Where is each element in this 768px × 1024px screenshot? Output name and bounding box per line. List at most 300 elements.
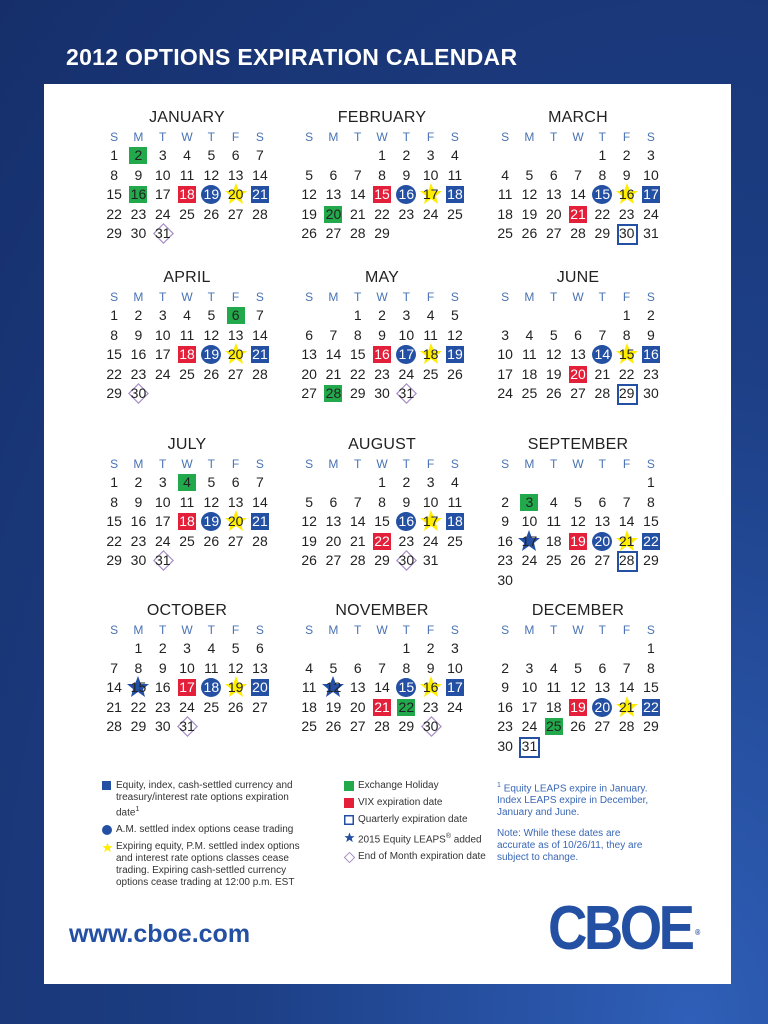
day-cell xyxy=(199,146,223,166)
day-number: 18 xyxy=(203,679,220,695)
day-number: 6 xyxy=(549,166,558,183)
day-number: 8 xyxy=(110,326,119,343)
day-cell xyxy=(542,205,566,225)
day-number: 20 xyxy=(594,698,611,715)
day-cell xyxy=(175,345,199,365)
days-grid xyxy=(297,639,467,759)
legend-am-settled xyxy=(102,824,307,836)
day-cell xyxy=(102,146,126,166)
day-cell xyxy=(199,639,223,659)
day-number: 5 xyxy=(574,659,582,676)
day-number: 27 xyxy=(325,552,342,568)
day-number: 6 xyxy=(574,326,582,343)
day-cell xyxy=(370,512,394,532)
day-cell xyxy=(615,659,639,679)
day-cell xyxy=(566,185,590,205)
day-number: 10 xyxy=(154,166,171,183)
day-number: 11 xyxy=(179,493,195,510)
day-cell xyxy=(542,345,566,365)
day-cell xyxy=(175,473,199,493)
day-number: 2 xyxy=(134,147,143,163)
month-name: JULY xyxy=(167,436,207,453)
day-cell xyxy=(199,205,223,225)
day-number: 16 xyxy=(130,186,147,202)
day-cell xyxy=(175,493,199,513)
day-number: 24 xyxy=(521,718,538,734)
legend-am-settled-text: A.M. settled index options cease trading xyxy=(116,824,294,836)
day-cell xyxy=(443,166,467,186)
day-cell xyxy=(151,306,175,326)
day-cell xyxy=(517,166,541,186)
day-number: 25 xyxy=(179,205,195,222)
day-number: 2 xyxy=(501,659,510,676)
day-number: 5 xyxy=(329,659,338,676)
day-cell xyxy=(566,659,590,679)
day-number: 30 xyxy=(154,718,171,734)
day-cell xyxy=(590,659,614,679)
day-cell xyxy=(493,345,517,365)
day-number: 30 xyxy=(374,385,390,401)
day-number: 7 xyxy=(353,166,362,183)
day-cell xyxy=(517,678,541,698)
day-cell xyxy=(615,717,639,737)
blue-square-icon xyxy=(102,781,111,790)
day-cell xyxy=(151,698,175,718)
day-cell xyxy=(126,185,150,205)
day-cell xyxy=(151,146,175,166)
day-number: 18 xyxy=(301,698,317,715)
day-cell xyxy=(175,365,199,385)
day-number: 23 xyxy=(130,365,147,382)
day-number: 10 xyxy=(521,513,538,529)
day-cell xyxy=(542,326,566,346)
day-cell xyxy=(394,493,418,513)
day-cell xyxy=(443,326,467,346)
weekday-label: S xyxy=(255,457,264,471)
weekday-label: S xyxy=(501,290,510,304)
day-cell xyxy=(175,306,199,326)
weekday-header xyxy=(493,128,663,146)
day-cell xyxy=(590,146,614,166)
weekday-label: W xyxy=(181,457,193,471)
day-cell xyxy=(199,512,223,532)
day-number: 23 xyxy=(422,698,439,715)
day-number: 4 xyxy=(549,493,558,510)
day-cell xyxy=(102,326,126,346)
day-number: 27 xyxy=(349,718,366,734)
day-number: 17 xyxy=(521,532,538,549)
day-cell xyxy=(394,678,418,698)
weekday-label: S xyxy=(501,623,510,637)
day-number: 18 xyxy=(447,186,463,202)
weekday-label: M xyxy=(524,457,535,471)
day-cell xyxy=(248,698,272,718)
day-number: 23 xyxy=(618,205,635,222)
day-number: 25 xyxy=(203,698,220,715)
day-cell xyxy=(419,365,443,385)
day-number: 1 xyxy=(622,307,631,323)
day-number: 28 xyxy=(252,205,268,222)
day-number: 2 xyxy=(134,474,143,490)
day-number: 22 xyxy=(374,532,390,549)
weekday-label: T xyxy=(402,457,410,471)
day-number: 22 xyxy=(106,532,122,549)
day-number: 21 xyxy=(252,513,268,529)
day-number: 11 xyxy=(301,679,317,695)
day-number: 20 xyxy=(545,205,562,222)
day-number: 5 xyxy=(549,326,558,343)
day-cell xyxy=(566,224,590,244)
day-number: 10 xyxy=(447,659,463,676)
day-cell xyxy=(321,532,345,552)
website-link[interactable]: www.cboe.com xyxy=(69,920,251,948)
weekday-header xyxy=(297,288,467,306)
day-number: 24 xyxy=(154,532,171,549)
day-cell xyxy=(394,659,418,679)
day-number: 12 xyxy=(447,326,463,343)
day-number: 12 xyxy=(227,659,244,676)
legend-quarterly-text: Quarterly expiration date xyxy=(358,814,468,825)
day-cell xyxy=(370,473,394,493)
day-cell xyxy=(151,639,175,659)
day-number: 9 xyxy=(501,513,510,529)
day-cell xyxy=(151,532,175,552)
day-number: 23 xyxy=(497,718,513,734)
day-cell xyxy=(102,659,126,679)
day-number: 4 xyxy=(183,474,191,490)
day-cell xyxy=(126,205,150,225)
day-cell xyxy=(615,306,639,326)
day-cell xyxy=(346,306,370,326)
day-number: 11 xyxy=(497,186,513,202)
weekday-label: S xyxy=(646,457,655,471)
day-number: 11 xyxy=(447,166,463,183)
day-cell xyxy=(493,512,517,532)
month-name: JUNE xyxy=(556,269,600,286)
day-cell xyxy=(542,384,566,404)
day-number: 8 xyxy=(378,493,386,510)
day-cell xyxy=(297,512,321,532)
day-number: 12 xyxy=(203,166,220,183)
day-cell xyxy=(199,185,223,205)
day-number: 18 xyxy=(422,346,439,362)
day-cell xyxy=(517,365,541,385)
day-number: 11 xyxy=(546,679,562,695)
day-number: 11 xyxy=(546,513,562,529)
day-cell xyxy=(175,532,199,552)
day-cell xyxy=(517,326,541,346)
day-cell xyxy=(151,717,175,737)
diamond-icon xyxy=(344,852,355,863)
day-cell xyxy=(151,551,175,571)
day-cell xyxy=(297,384,321,404)
day-number: 17 xyxy=(422,186,439,202)
day-number: 4 xyxy=(451,147,459,163)
day-number: 23 xyxy=(130,532,147,549)
day-cell xyxy=(590,205,614,225)
day-number: 18 xyxy=(179,513,195,529)
day-cell xyxy=(175,166,199,186)
day-number: 26 xyxy=(570,552,586,568)
day-cell xyxy=(175,185,199,205)
day-cell xyxy=(126,473,150,493)
day-cell xyxy=(419,146,443,166)
weekday-label: W xyxy=(376,457,388,471)
weekday-label: S xyxy=(305,290,314,304)
day-cell xyxy=(639,166,663,186)
day-number: 16 xyxy=(130,513,147,529)
day-cell xyxy=(248,306,272,326)
day-number: 31 xyxy=(521,737,538,754)
day-cell xyxy=(151,493,175,513)
day-cell xyxy=(517,384,541,404)
legend-column-2 xyxy=(344,780,494,868)
day-number: 2 xyxy=(426,640,435,656)
day-cell xyxy=(370,678,394,698)
day-number: 30 xyxy=(398,552,415,568)
legend-column-1 xyxy=(102,780,307,894)
day-number: 18 xyxy=(447,513,463,529)
day-number: 4 xyxy=(451,474,459,490)
day-number: 26 xyxy=(301,552,317,568)
day-number: 10 xyxy=(179,659,195,676)
day-cell xyxy=(394,532,418,552)
day-number: 26 xyxy=(301,225,317,241)
day-number: 8 xyxy=(110,493,119,510)
month-august xyxy=(297,435,467,593)
day-number: 10 xyxy=(422,493,439,510)
weekday-label: S xyxy=(255,623,264,637)
day-number: 14 xyxy=(252,493,268,510)
day-cell xyxy=(493,224,517,244)
day-cell xyxy=(175,717,199,737)
legend-footnote-ref: 1 xyxy=(135,806,140,813)
day-number: 4 xyxy=(183,147,191,163)
day-cell xyxy=(542,698,566,718)
legend-expiration xyxy=(102,780,307,819)
weekday-label: T xyxy=(354,130,362,144)
day-cell xyxy=(615,532,639,552)
day-cell xyxy=(297,532,321,552)
weekday-label: F xyxy=(622,290,631,304)
day-number: 17 xyxy=(643,186,659,202)
day-cell xyxy=(419,532,443,552)
legend-leaps-suffix: added xyxy=(451,834,482,846)
day-number: 9 xyxy=(501,679,510,695)
day-cell xyxy=(566,345,590,365)
weekday-label: M xyxy=(328,130,339,144)
day-number: 13 xyxy=(349,679,366,695)
weekday-label: M xyxy=(133,623,144,637)
day-cell xyxy=(346,365,370,385)
day-number: 25 xyxy=(545,718,562,734)
day-number: 4 xyxy=(525,326,534,343)
day-number: 13 xyxy=(594,679,611,695)
day-number: 14 xyxy=(570,186,586,202)
day-number: 28 xyxy=(570,225,586,241)
month-october xyxy=(102,601,272,759)
legend-vix xyxy=(344,797,494,809)
weekday-label: S xyxy=(110,457,119,471)
legend-end-of-month-text: End of Month expiration date xyxy=(358,851,486,863)
day-number: 21 xyxy=(106,698,122,715)
day-cell xyxy=(151,326,175,346)
day-cell xyxy=(370,224,394,244)
day-number: 13 xyxy=(252,659,268,676)
day-cell xyxy=(615,493,639,513)
month-name: NOVEMBER xyxy=(335,602,429,619)
day-cell xyxy=(248,146,272,166)
day-cell xyxy=(248,678,272,698)
day-cell xyxy=(615,185,639,205)
day-cell xyxy=(566,493,590,513)
day-cell xyxy=(493,493,517,513)
days-grid xyxy=(102,473,272,593)
day-cell xyxy=(126,365,150,385)
day-number: 5 xyxy=(231,640,240,656)
day-cell xyxy=(493,678,517,698)
day-number: 1 xyxy=(110,147,119,163)
day-number: 3 xyxy=(402,307,411,323)
day-number: 16 xyxy=(497,532,513,549)
day-cell xyxy=(394,306,418,326)
day-number: 22 xyxy=(374,205,390,222)
day-number: 3 xyxy=(183,640,191,656)
day-number: 29 xyxy=(594,225,611,241)
day-cell xyxy=(248,365,272,385)
day-number: 26 xyxy=(521,225,538,241)
day-number: 12 xyxy=(570,513,586,529)
day-cell xyxy=(394,698,418,718)
day-number: 24 xyxy=(398,365,415,382)
day-cell xyxy=(493,551,517,571)
day-number: 15 xyxy=(106,186,122,202)
days-grid xyxy=(493,146,663,266)
day-cell xyxy=(566,205,590,225)
day-cell xyxy=(443,306,467,326)
calendar-card xyxy=(44,84,731,984)
day-number: 22 xyxy=(643,698,659,715)
day-number: 8 xyxy=(402,659,411,676)
day-number: 6 xyxy=(256,640,264,656)
day-number: 23 xyxy=(154,698,171,715)
day-cell xyxy=(639,326,663,346)
day-cell xyxy=(346,493,370,513)
month-name: SEPTEMBER xyxy=(527,436,629,453)
day-cell xyxy=(419,345,443,365)
day-cell xyxy=(248,659,272,679)
day-cell xyxy=(248,473,272,493)
day-number: 31 xyxy=(398,385,415,401)
day-cell xyxy=(346,698,370,718)
weekday-label: S xyxy=(110,623,119,637)
day-number: 26 xyxy=(203,365,220,382)
day-cell xyxy=(224,698,248,718)
day-number: 10 xyxy=(398,326,415,343)
day-cell xyxy=(443,146,467,166)
weekday-label: W xyxy=(181,623,193,637)
day-number: 19 xyxy=(570,698,586,715)
day-number: 17 xyxy=(154,513,171,529)
day-cell xyxy=(126,224,150,244)
day-number: 8 xyxy=(647,493,655,510)
day-number: 14 xyxy=(106,679,122,695)
day-number: 4 xyxy=(501,166,510,183)
day-cell xyxy=(199,166,223,186)
day-number: 18 xyxy=(179,186,195,202)
day-number: 19 xyxy=(203,346,220,362)
day-cell xyxy=(566,384,590,404)
day-number: 12 xyxy=(203,493,220,510)
day-number: 27 xyxy=(570,385,586,401)
day-cell xyxy=(102,717,126,737)
day-number: 26 xyxy=(203,532,220,549)
day-cell xyxy=(542,166,566,186)
day-number: 2 xyxy=(402,147,411,163)
day-number: 8 xyxy=(134,659,143,676)
day-cell xyxy=(126,166,150,186)
day-cell xyxy=(590,493,614,513)
day-cell xyxy=(321,717,345,737)
day-cell xyxy=(199,473,223,493)
day-cell xyxy=(493,205,517,225)
weekday-label: W xyxy=(181,290,193,304)
day-cell xyxy=(615,205,639,225)
day-cell xyxy=(419,639,443,659)
day-number: 1 xyxy=(402,640,411,656)
day-cell xyxy=(639,512,663,532)
day-number: 6 xyxy=(598,493,607,510)
legend-leaps-reg: ® xyxy=(445,833,452,840)
day-cell xyxy=(346,384,370,404)
day-cell xyxy=(639,698,663,718)
day-number: 27 xyxy=(301,385,317,401)
day-number: 28 xyxy=(374,718,390,734)
day-number: 12 xyxy=(301,513,317,529)
day-cell xyxy=(248,166,272,186)
day-number: 26 xyxy=(447,365,463,382)
month-name: JANUARY xyxy=(149,109,225,126)
day-cell xyxy=(517,224,541,244)
day-cell xyxy=(199,306,223,326)
day-cell xyxy=(151,166,175,186)
day-cell xyxy=(248,639,272,659)
day-cell xyxy=(590,678,614,698)
day-number: 25 xyxy=(301,718,317,734)
day-cell xyxy=(615,146,639,166)
day-cell xyxy=(199,326,223,346)
day-number: 7 xyxy=(110,659,119,676)
day-number: 3 xyxy=(647,147,655,163)
days-grid xyxy=(102,306,272,426)
day-cell xyxy=(102,365,126,385)
day-cell xyxy=(394,205,418,225)
day-number: 19 xyxy=(447,346,463,362)
day-number: 2 xyxy=(378,307,386,323)
day-cell xyxy=(639,224,663,244)
day-number: 6 xyxy=(329,166,338,183)
outline-square-icon xyxy=(344,815,354,825)
weekday-label: W xyxy=(181,130,193,144)
day-cell xyxy=(517,717,541,737)
day-cell xyxy=(346,717,370,737)
day-number: 4 xyxy=(183,307,191,323)
day-cell xyxy=(199,532,223,552)
day-cell xyxy=(590,365,614,385)
days-grid xyxy=(493,306,663,426)
day-number: 25 xyxy=(447,205,463,222)
day-number: 25 xyxy=(422,365,439,382)
